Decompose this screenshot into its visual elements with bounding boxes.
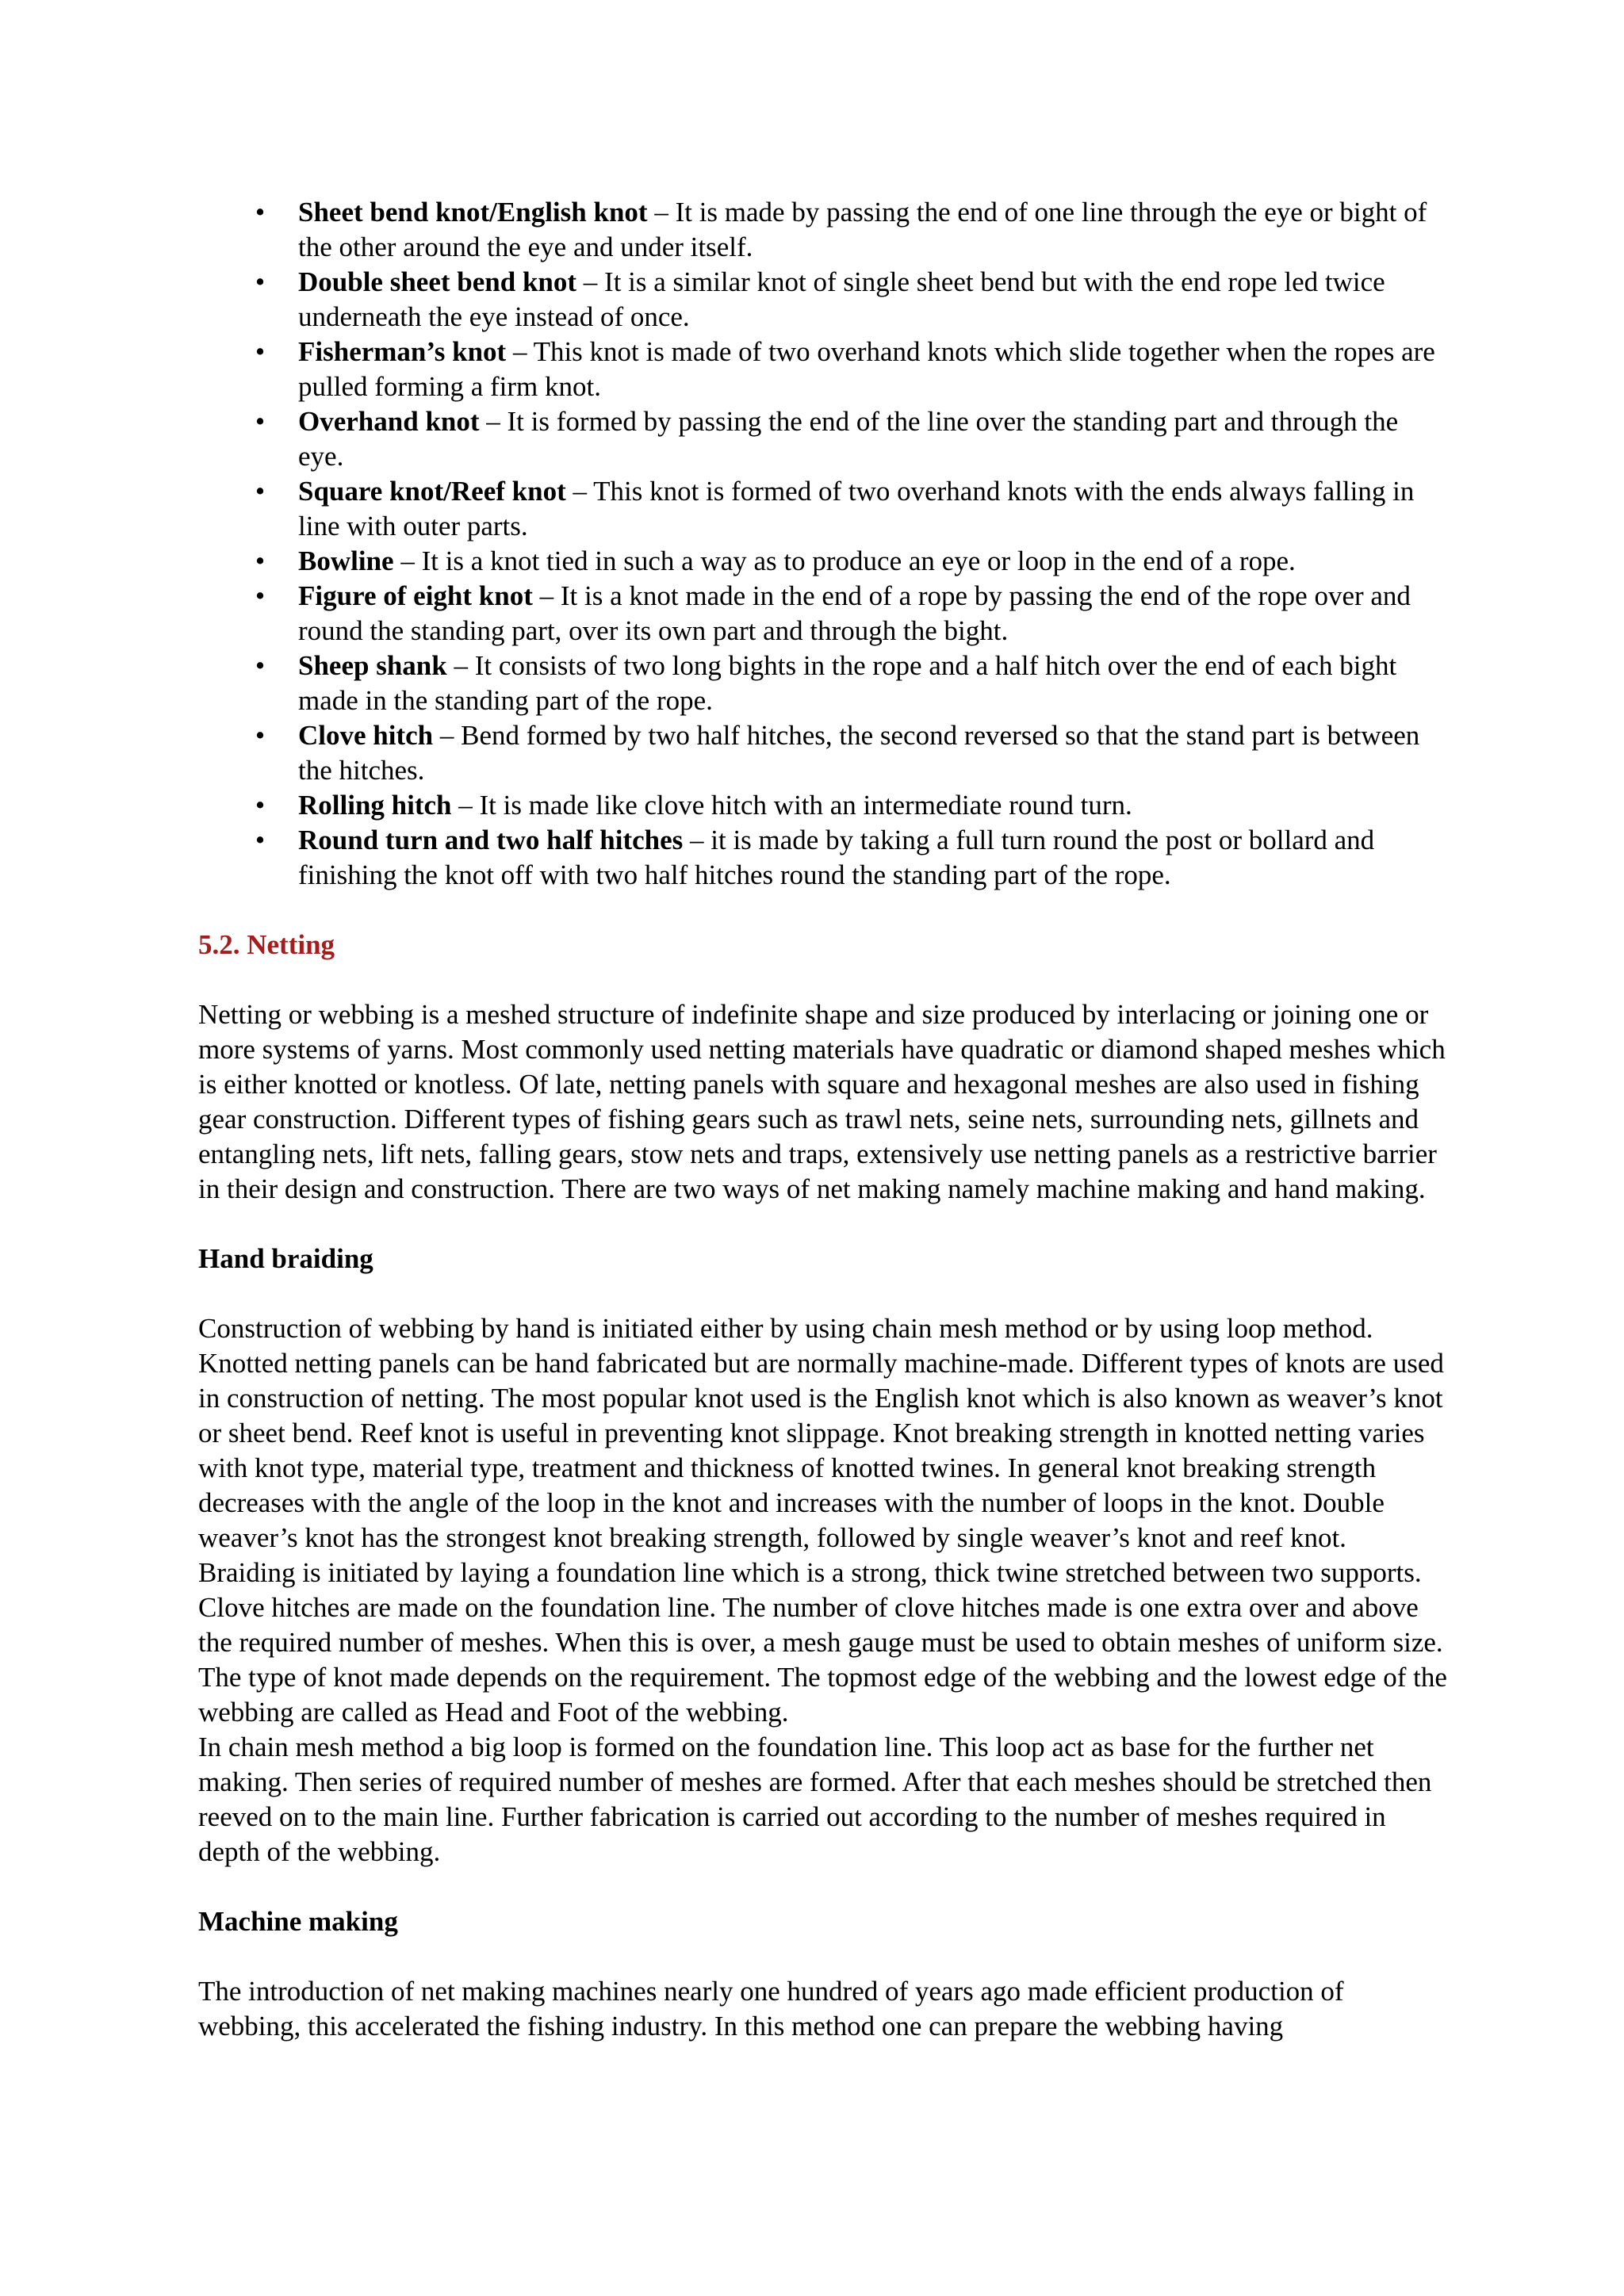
knot-term: Round turn and two half hitches xyxy=(298,825,684,855)
knot-term: Clove hitch xyxy=(298,720,434,751)
list-item xyxy=(198,823,1447,893)
knot-description: – It is a knot tied in such a way as to produce an eye or loop in the end of a rope. xyxy=(393,545,1296,576)
list-item xyxy=(198,579,1447,649)
knot-term: Sheep shank xyxy=(298,650,447,681)
knot-term: Square knot/Reef knot xyxy=(298,476,566,507)
knot-description: – It is formed by passing the end of the line over the standing part and through the eye. xyxy=(298,406,1399,472)
knot-term: Rolling hitch xyxy=(298,790,452,821)
bullet-icon: • xyxy=(255,825,266,855)
knot-description: – it is made by taking a full turn round the post or bollard and finishing the knot off with two half hitches round the standing part of the rope. xyxy=(298,825,1375,890)
knot-description: – It is made like clove hitch with an intermediate round turn. xyxy=(451,790,1132,821)
hand-braiding-paragraph-2: Braiding is initiated by laying a foundation line which is a strong, thick twine stretched between two supports. Clove hitches are made on the foundation line. The number of clove hitches made is one extra over and above the required number of meshes. When this is over, a mesh gauge must be used to obtain meshes of uniform size. The type of knot made depends on the requirement. The topmost edge of the webbing and the lowest edge of the webbing are called as Head and Foot of the webbing. xyxy=(198,1557,1447,1728)
bullet-icon: • xyxy=(255,476,266,507)
knot-term: Overhand knot xyxy=(298,406,480,437)
hand-braiding-paragraph-1: Construction of webbing by hand is initiated either by using chain mesh method or by using loop method. Knotted netting panels can be hand fabricated but are normally machine-made. Different types of knots are used in construction of netting. The most popular knot used is the English knot which is also known as weaver’s knot or sheet bend. Reef knot is useful in preventing knot slippage. Knot breaking strength in knotted netting varies with knot type, material type, treatment and thickness of knotted twines. In general knot breaking strength decreases with the angle of the loop in the knot and increases with the number of loops in the knot. Double weaver’s knot has the strongest knot breaking strength, followed by single weaver’s knot and reef knot. xyxy=(198,1313,1444,1553)
bullet-icon: • xyxy=(255,266,266,297)
knot-list xyxy=(198,195,1447,893)
knot-description: – Bend formed by two half hitches, the second reversed so that the stand part is between the hitches. xyxy=(298,720,1420,786)
machine-making-paragraph: The introduction of net making machines nearly one hundred of years ago made efficient production of webbing, this accelerated the fishing industry. In this method one can prepare the webbing having xyxy=(198,1976,1344,2042)
bullet-icon: • xyxy=(255,580,266,611)
list-item xyxy=(198,265,1447,335)
list-item xyxy=(198,649,1447,718)
knot-term: Fisherman’s knot xyxy=(298,336,507,367)
document-page xyxy=(198,195,1447,2044)
bullet-icon: • xyxy=(255,336,266,367)
list-item xyxy=(198,474,1447,544)
subheading-hand-braiding: Hand braiding xyxy=(198,1243,373,1274)
bullet-icon: • xyxy=(255,545,266,576)
bullet-icon: • xyxy=(255,650,266,681)
knot-description: – It is made by passing the end of one line through the eye or bight of the other around the eye and under itself. xyxy=(298,197,1427,262)
list-item xyxy=(198,195,1447,265)
knot-term: Double sheet bend knot xyxy=(298,266,577,297)
knot-description: – This knot is formed of two overhand knots with the ends always falling in line with outer parts. xyxy=(298,476,1415,541)
knot-description: – It is a similar knot of single sheet bend but with the end rope led twice underneath the eye instead of once. xyxy=(298,266,1385,332)
section-heading-netting: 5.2. Netting xyxy=(198,929,335,960)
knot-term: Sheet bend knot/English knot xyxy=(298,197,648,228)
list-item xyxy=(198,404,1447,474)
bullet-icon: • xyxy=(255,790,266,821)
list-item xyxy=(198,544,1447,579)
knot-description: – This knot is made of two overhand knots which slide together when the ropes are pulled forming a firm knot. xyxy=(298,336,1435,402)
subheading-machine-making: Machine making xyxy=(198,1906,398,1937)
netting-intro-paragraph: Netting or webbing is a meshed structure of indefinite shape and size produced by interlacing or joining one or more systems of yarns. Most commonly used netting materials have quadratic or diamond shaped meshes which is either knotted or knotless. Of late, netting panels with square and hexagonal meshes are also used in fishing gear construction. Different types of fishing gears such as trawl nets, seine nets, surrounding nets, gillnets and entangling nets, lift nets, falling gears, stow nets and traps, extensively use netting panels as a restrictive barrier in their design and construction. There are two ways of net making namely machine making and hand making. xyxy=(198,999,1446,1204)
list-item xyxy=(198,718,1447,788)
knot-term: Figure of eight knot xyxy=(298,580,533,611)
bullet-icon: • xyxy=(255,720,266,751)
knot-description: – It is a knot made in the end of a rope by passing the end of the rope over and round the standing part, over its own part and through the bight. xyxy=(298,580,1411,646)
list-item xyxy=(198,788,1447,823)
knot-description: – It consists of two long bights in the rope and a half hitch over the end of each bight made in the standing part of the rope. xyxy=(298,650,1397,716)
bullet-icon: • xyxy=(255,406,266,437)
list-item xyxy=(198,335,1447,404)
bullet-icon: • xyxy=(255,197,266,228)
knot-term: Bowline xyxy=(298,545,394,576)
hand-braiding-paragraph-3: In chain mesh method a big loop is formed on the foundation line. This loop act as base for the further net making. Then series of required number of meshes are formed. After that each meshes should be stretched then reeved on to the main line. Further fabrication is carried out according to the number of meshes required in depth of the webbing. xyxy=(198,1732,1432,1867)
